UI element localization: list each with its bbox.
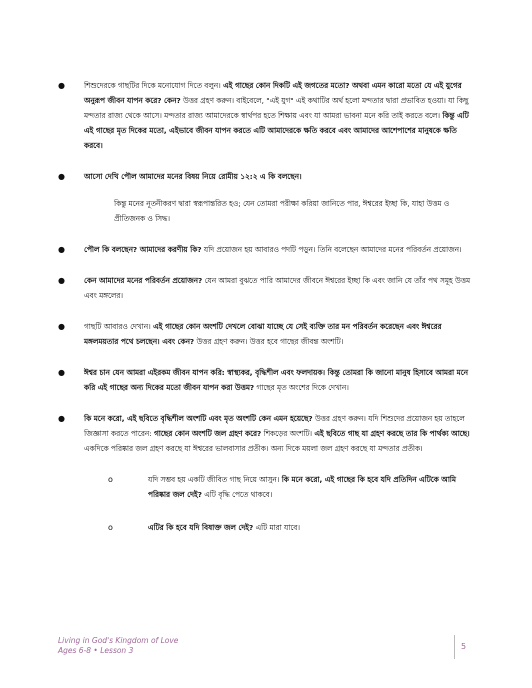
bullet-icon: ● (58, 322, 65, 331)
sub-list-item (58, 472, 478, 502)
list-item (58, 319, 478, 349)
item-question: পৌল কি বলছেন? আমাদের করণীয় কি? (84, 245, 202, 254)
item-question: গাছের কোন অংশটি জল গ্রহণ করে? (153, 429, 262, 438)
bullet-icon: ● (58, 81, 65, 90)
list-item (58, 411, 478, 456)
page-footer (58, 636, 478, 656)
item-text: যদি সম্ভব হয় একটি জীবিত গাছ নিয়ে আসুন। (148, 475, 282, 484)
bullet-icon: ● (58, 368, 65, 377)
item-text: এটি মারা যাবে। (253, 523, 300, 532)
bullet-icon: ● (58, 172, 65, 181)
item-text: গাছটি আবারও দেখান। (84, 322, 154, 331)
bullet-icon: ● (58, 276, 65, 285)
scripture-quote: কিন্তু মনের নূতনীকরণ দ্বারা স্বরূপান্তরিত হও; যেন তোমরা পরীক্ষা করিয়া জানিতে পার, ঈশ্বরের ইচ্ছা কি, যাহা উত্তম ও প্রীতিজনক ও সিদ্ধ। (114, 199, 450, 223)
item-text: উত্তর গ্রহণ করুন। যদি শিশুদের প্রয়োজন হয় তাহলে জিজ্ঞাসা করতে পারেন: (84, 414, 465, 438)
item-question: কি মনে করো, এই গাছের কি হবে যদি প্রতিদিন এটিকে আমি পরিষ্কার জল দেই? (148, 475, 456, 499)
circle-bullet-icon: o (108, 523, 113, 532)
bullet-icon: ● (58, 245, 65, 254)
footer-title: Living in God's Kingdom of Love (58, 636, 179, 645)
footer-subtitle: Ages 6-8 • Lesson 3 (58, 646, 134, 655)
sub-list-item (58, 520, 478, 535)
bullet-icon: ● (58, 414, 65, 423)
list-item (58, 273, 478, 303)
item-text: যেন আমরা বুঝতে পারি আমাদের জীবনে ঈশ্বরের ইচ্ছা কি এবং জানি যে তাঁর পথ সমূহ উত্তম এবং মঙ্গলের। (84, 276, 471, 300)
item-question: কি মনে করো, এই ছবিতে বৃদ্ধিশীল অংশটি এবং মৃত অংশটি কেন এমন হয়েছে? (84, 414, 313, 423)
item-text: এটি বৃদ্ধি পেতে থাকবে। (201, 490, 273, 499)
item-question: এই গাছের কোন দিকটি এই জগতের মতো? অথবা এমন কারো মতো যে এই যুগের অনুরূপ জীবন যাপন করে? কেন? (84, 81, 462, 105)
item-text: উত্তর গ্রহণ করুন। উত্তর হবে গাছের জীবন্ত অংশটি। (194, 337, 344, 346)
item-question: কেন আমাদের মনের পরিবর্তন প্রয়োজন? (84, 276, 203, 285)
page-number: 5 (454, 635, 466, 659)
item-question: আসো দেখি পৌল আমাদের মনের বিষয় নিয়ে রোমীয় ১২:২ এ কি বলছেন। (84, 172, 302, 181)
item-text: গাছের মৃত অংশের দিকে দেখান। (254, 383, 349, 392)
list-item (58, 78, 478, 153)
item-question: এই ছবিতে গাছ যা গ্রহণ করছে তার কি পার্থক্য আছে। (314, 429, 470, 438)
lesson-content (58, 78, 478, 553)
item-question: এটির কি হবে যদি বিষাক্ত জল দেই? (148, 523, 254, 532)
item-text: উত্তর গ্রহণ করুন। বাইবেলে, "এই যুগ" এই কথাটির অর্থ হলো মন্দতার দ্বারা প্রভাবিত হওয়া। যা কিছু মন্দতার রাজ্য থেকে আসে। মন্দতার রাজ্য আমাদেরকে স্বার্থপর হতে শিক্ষায় এবং যা আমরা ভাবনা মনে করি তাই করতে বলে। (84, 96, 469, 120)
item-text: শিশুদেরকে গাছটির দিকে মনোযোগ দিতে বলুন। (84, 81, 224, 90)
item-emphasis: কিন্তু এটি এই গাছের মৃত দিকের মতো, এইভাবে জীবন যাপন করতে এটি আমাদেরকে ক্ষতি করবে এবং আমাদের আশেপাশের মানুষকে ক্ষতি করবে। (84, 111, 469, 150)
list-item (58, 365, 478, 395)
item-text: যদি প্রয়োজন হয় আবারও পদটি পড়ুন। তিনি বলেছেন আমাদের মনের পরিবর্তন প্রয়োজন। (201, 245, 462, 254)
circle-bullet-icon: o (108, 475, 113, 484)
list-item (58, 169, 478, 184)
list-item (58, 242, 478, 257)
item-text: শিকড়ের অংশটি। (261, 429, 315, 438)
item-question: এই গাছের কোন অংশটি দেখলে বোঝা যাচ্ছে যে সেই ব্যক্তি তার মন পরিবর্তন করেছেন এবং ঈশ্বরের মঙ্গলময়তার পথে চলছেন। এবং কেন? (84, 322, 442, 346)
item-question: ঈশ্বর চান যেন আমরা এইরকম জীবন যাপন করি: স্বাস্থ্যকর, বৃদ্ধিশীল এবং ফলদায়ক। কিন্তু তোমরা কি জানো মানুষ হিসাবে আমরা মনে করি এই গাছের অন্য দিকের মতো জীবন যাপন করা উত্তম? (84, 368, 468, 392)
item-text: একদিকে পরিষ্কার জল গ্রহণ করছে যা ঈশ্বরের ভালবাসার প্রতীক। অন্য দিকে ময়লা জল গ্রহণ করছে যা মন্দতার প্রতীক। (84, 444, 423, 453)
